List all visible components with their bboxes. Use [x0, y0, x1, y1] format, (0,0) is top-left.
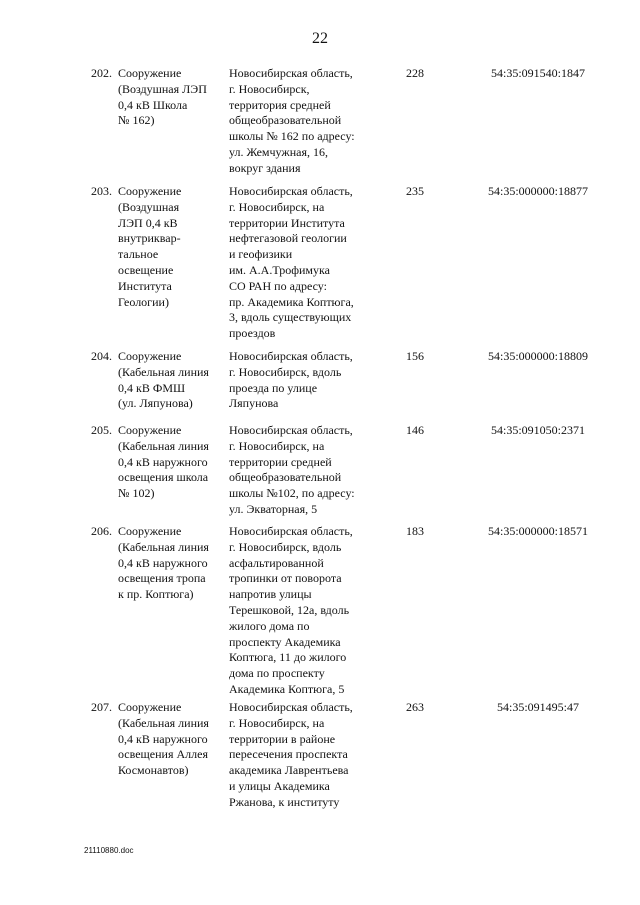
- object-name-line: освещение: [118, 262, 174, 277]
- object-name-line: тальное: [118, 247, 159, 262]
- object-address: [229, 524, 394, 698]
- object-length: 156: [406, 349, 424, 363]
- object-address-line: и улицы Академика: [229, 778, 330, 793]
- object-address-line: СО РАН по адресу:: [229, 278, 327, 293]
- object-address-line: г. Новосибирск, на: [229, 199, 325, 214]
- object-length: 235: [406, 184, 424, 198]
- object-address-line: Терешковой, 12а, вдоль: [229, 602, 350, 617]
- object-address-line: г. Новосибирск, на: [229, 715, 325, 730]
- object-address-line: Коптюга, 11 до жилого: [229, 650, 347, 665]
- object-address-line: 3, вдоль существующих: [229, 310, 352, 325]
- object-address: [229, 423, 394, 518]
- object-name: [118, 184, 226, 310]
- object-address-line: Новосибирская область,: [229, 184, 353, 198]
- object-address-line: Ляпунова: [229, 396, 279, 411]
- object-name-line: к пр. Коптюга): [118, 587, 194, 602]
- object-name-line: Сооружение: [118, 349, 182, 363]
- object-name-line: № 102): [118, 486, 155, 501]
- object-name-line: Сооружение: [118, 66, 182, 80]
- object-name-line: освещения тропа: [118, 571, 206, 586]
- object-address-line: и геофизики: [229, 247, 293, 262]
- object-address: [229, 66, 394, 177]
- object-address-line: проездов: [229, 326, 276, 341]
- object-name: [118, 524, 226, 603]
- object-length: 183: [406, 524, 424, 538]
- object-length: 146: [406, 423, 424, 437]
- object-name-line: Сооружение: [118, 184, 182, 198]
- object-address-line: Новосибирская область,: [229, 66, 353, 80]
- object-name-line: (Кабельная линия: [118, 539, 209, 554]
- object-name-line: (Воздушная: [118, 199, 180, 214]
- row-number: 203.: [91, 184, 112, 198]
- object-name-line: Геологии): [118, 294, 169, 309]
- object-address-line: проезда по улице: [229, 380, 318, 395]
- cadastral-number: 54:35:000000:18877: [487, 184, 588, 198]
- object-name-line: освещения Аллея: [118, 747, 208, 762]
- object-address-line: школы №102, по адресу:: [229, 486, 355, 501]
- object-address-line: нефтегазовой геологии: [229, 231, 347, 246]
- object-address: [229, 349, 394, 412]
- row-number: 207.: [91, 700, 112, 714]
- object-address-line: школы № 162 по адресу:: [229, 129, 355, 144]
- object-address-line: Новосибирская область,: [229, 349, 353, 363]
- object-address-line: территории Института: [229, 215, 345, 230]
- cadastral-number: 54:35:091540:1847: [490, 66, 585, 80]
- object-address-line: ул. Жемчужная, 16,: [229, 144, 328, 159]
- object-address-line: академика Лаврентьева: [229, 763, 349, 778]
- object-name-line: Сооружение: [118, 524, 182, 538]
- object-address-line: напротив улицы: [229, 587, 312, 602]
- object-length: 263: [406, 700, 424, 714]
- object-address-line: Новосибирская область,: [229, 524, 353, 538]
- row-number: 205.: [91, 423, 112, 437]
- object-address-line: жилого дома по: [229, 618, 310, 633]
- object-name-line: внутриквар-: [118, 231, 181, 246]
- object-address-line: г. Новосибирск, вдоль: [229, 539, 342, 554]
- object-address: [229, 700, 394, 811]
- page-number: 22: [312, 30, 328, 47]
- object-address-line: территории в районе: [229, 731, 336, 746]
- object-name: [118, 66, 226, 129]
- object-name: [118, 423, 226, 502]
- object-name-line: № 162): [118, 113, 155, 128]
- object-name-line: Сооружение: [118, 423, 182, 437]
- object-address-line: проспекту Академика: [229, 634, 341, 649]
- row-number: 204.: [91, 349, 112, 363]
- object-address-line: Академика Коптюга, 5: [229, 681, 345, 696]
- object-name-line: (Кабельная линия: [118, 715, 209, 730]
- row-number: 206.: [91, 524, 112, 538]
- object-address-line: территории средней: [229, 454, 332, 469]
- object-address-line: г. Новосибирск, вдоль: [229, 364, 342, 379]
- object-address-line: тропинки от поворота: [229, 571, 342, 586]
- cadastral-number: 54:35:091050:2371: [490, 423, 585, 437]
- object-address-line: асфальтированной: [229, 555, 324, 570]
- object-address-line: территория средней: [229, 97, 331, 112]
- row-number: 202.: [91, 66, 112, 80]
- object-address-line: Новосибирская область,: [229, 700, 353, 714]
- cadastral-number: 54:35:091495:47: [496, 700, 579, 714]
- object-name-line: (Кабельная линия: [118, 364, 209, 379]
- cadastral-number: 54:35:000000:18809: [487, 349, 588, 363]
- cadastral-number: 54:35:000000:18571: [487, 524, 588, 538]
- object-name-line: освещения школа: [118, 470, 209, 485]
- object-address-line: г. Новосибирск, на: [229, 438, 325, 453]
- object-name-line: Космонавтов): [118, 763, 189, 778]
- object-address-line: общеобразовательной: [229, 470, 342, 485]
- object-address-line: г. Новосибирск,: [229, 81, 310, 96]
- object-address-line: общеобразовательной: [229, 113, 342, 128]
- object-name-line: (Воздушная ЛЭП: [118, 81, 207, 96]
- object-address-line: пр. Академика Коптюга,: [229, 294, 354, 309]
- object-address: [229, 184, 394, 342]
- object-name: [118, 349, 226, 412]
- object-name-line: 0,4 кВ Школа: [118, 97, 188, 112]
- object-name-line: 0,4 кВ наружного: [118, 731, 208, 746]
- object-name-line: 0,4 кВ наружного: [118, 454, 208, 469]
- object-address-line: дома по проспекту: [229, 666, 325, 681]
- object-address-line: Ржанова, к институту: [229, 794, 340, 809]
- object-name-line: 0,4 кВ ФМШ: [118, 380, 186, 395]
- object-length: 228: [406, 66, 424, 80]
- object-name-line: Института: [118, 278, 172, 293]
- document-filename: 21110880.doc: [84, 846, 134, 855]
- object-name-line: Сооружение: [118, 700, 182, 714]
- object-name-line: ЛЭП 0,4 кВ: [118, 215, 178, 230]
- object-name-line: (ул. Ляпунова): [118, 396, 193, 411]
- object-address-line: вокруг здания: [229, 160, 301, 175]
- object-address-line: ул. Экваторная, 5: [229, 501, 318, 516]
- object-name-line: (Кабельная линия: [118, 438, 209, 453]
- object-name-line: 0,4 кВ наружного: [118, 555, 208, 570]
- object-address-line: Новосибирская область,: [229, 423, 353, 437]
- object-address-line: пересечения проспекта: [229, 747, 348, 762]
- object-address-line: им. А.А.Трофимука: [229, 262, 330, 277]
- object-name: [118, 700, 226, 779]
